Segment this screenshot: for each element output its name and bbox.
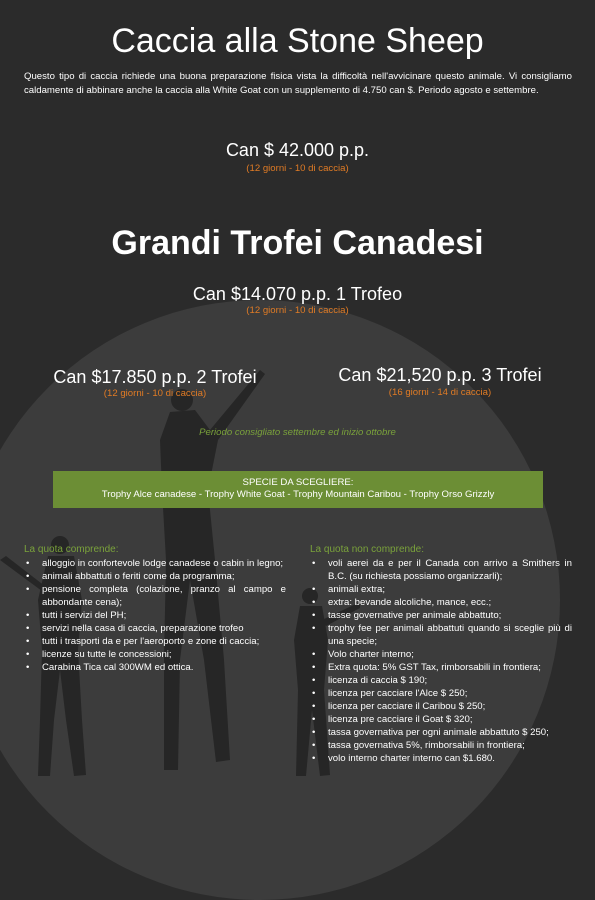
list-item: • volo interno charter interno can $1.680. xyxy=(310,752,572,765)
option2-duration: (12 giorni - 10 di caccia) xyxy=(103,388,207,399)
list-item: • servizi nella casa di caccia, preparazione trofeo xyxy=(24,622,286,635)
option2-price: Can $17.850 p.p. 2 Trofei xyxy=(53,367,257,387)
excluded-title: La quota non comprende: xyxy=(310,544,424,555)
list-item: • licenza di caccia $ 190; xyxy=(310,674,572,687)
list-item: • animali extra; xyxy=(310,583,572,596)
list-item: • Extra quota: 5% GST Tax, rimborsabili in frontiera; xyxy=(310,661,572,674)
species-box xyxy=(53,471,543,508)
species-list: Trophy Alce canadese - Trophy White Goat - Trophy Mountain Caribou - Trophy Orso Grizzly xyxy=(101,489,495,500)
list-item: • voli aerei da e per il Canada con arrivo a Smithers in B.C. (su richiesta possiamo organizzarli); xyxy=(310,557,572,583)
species-heading: SPECIE DA SCEGLIERE: xyxy=(242,477,354,488)
list-item: • licenza per cacciare l'Alce $ 250; xyxy=(310,687,572,700)
grandi-trofei-title: Grandi Trofei Canadesi xyxy=(111,224,484,262)
list-item: • licenza pre cacciare il Goat $ 320; xyxy=(310,713,572,726)
list-item: • animali abbattuti o feriti come da programma; xyxy=(24,570,286,583)
list-item: • licenze su tutte le concessioni; xyxy=(24,648,286,661)
list-item: • Carabina Tica cal 300WM ed ottica. xyxy=(24,661,286,674)
option1-duration: (12 giorni - 10 di caccia) xyxy=(246,305,349,316)
included-list xyxy=(24,557,286,674)
list-item: • tasse governative per animale abbattuto; xyxy=(310,609,572,622)
list-item: • Volo charter interno; xyxy=(310,648,572,661)
list-item: • tassa governativa per ogni animale abbattuto $ 250; xyxy=(310,726,572,739)
included-title: La quota comprende: xyxy=(24,544,119,555)
list-item: • tutti i servizi del PH; xyxy=(24,609,286,622)
option3-duration: (16 giorni - 14 di caccia) xyxy=(388,387,492,398)
list-item: • tassa governativa 5%, rimborsabili in frontiera; xyxy=(310,739,572,752)
list-item: • trophy fee per animali abbattuti quando si sceglie più di una specie; xyxy=(310,622,572,648)
list-item: • licenza per cacciare il Caribou $ 250; xyxy=(310,700,572,713)
stone-sheep-intro: Questo tipo di caccia richiede una buona preparazione fisica vista la difficoltà nell'avvicinare questo animale. Vi consigliamo caldamente di abbinare anche la caccia alla White Goat con un supplemento di 4.750 can $. Periodo agosto e settembre. xyxy=(24,71,572,96)
excluded-list xyxy=(310,557,572,765)
option3-price: Can $21,520 p.p. 3 Trofei xyxy=(338,365,542,385)
list-item: • tutti i trasporti da e per l'aeroporto e zone di caccia; xyxy=(24,635,286,648)
option1-price: Can $14.070 p.p. 1 Trofeo xyxy=(192,284,403,304)
list-item: • extra: bevande alcoliche, mance, ecc.; xyxy=(310,596,572,609)
list-item: • pensione completa (colazione, pranzo al campo e abbondante cena); xyxy=(24,583,286,609)
stone-sheep-title: Caccia alla Stone Sheep xyxy=(111,22,484,60)
stone-sheep-duration: (12 giorni - 10 di caccia) xyxy=(246,163,349,174)
list-item: • alloggio in confortevole lodge canadese o cabin in legno; xyxy=(24,557,286,570)
stone-sheep-price: Can $ 42.000 p.p. xyxy=(225,140,370,160)
recommended-period: Periodo consigliato settembre ed inizio ottobre xyxy=(199,427,396,438)
